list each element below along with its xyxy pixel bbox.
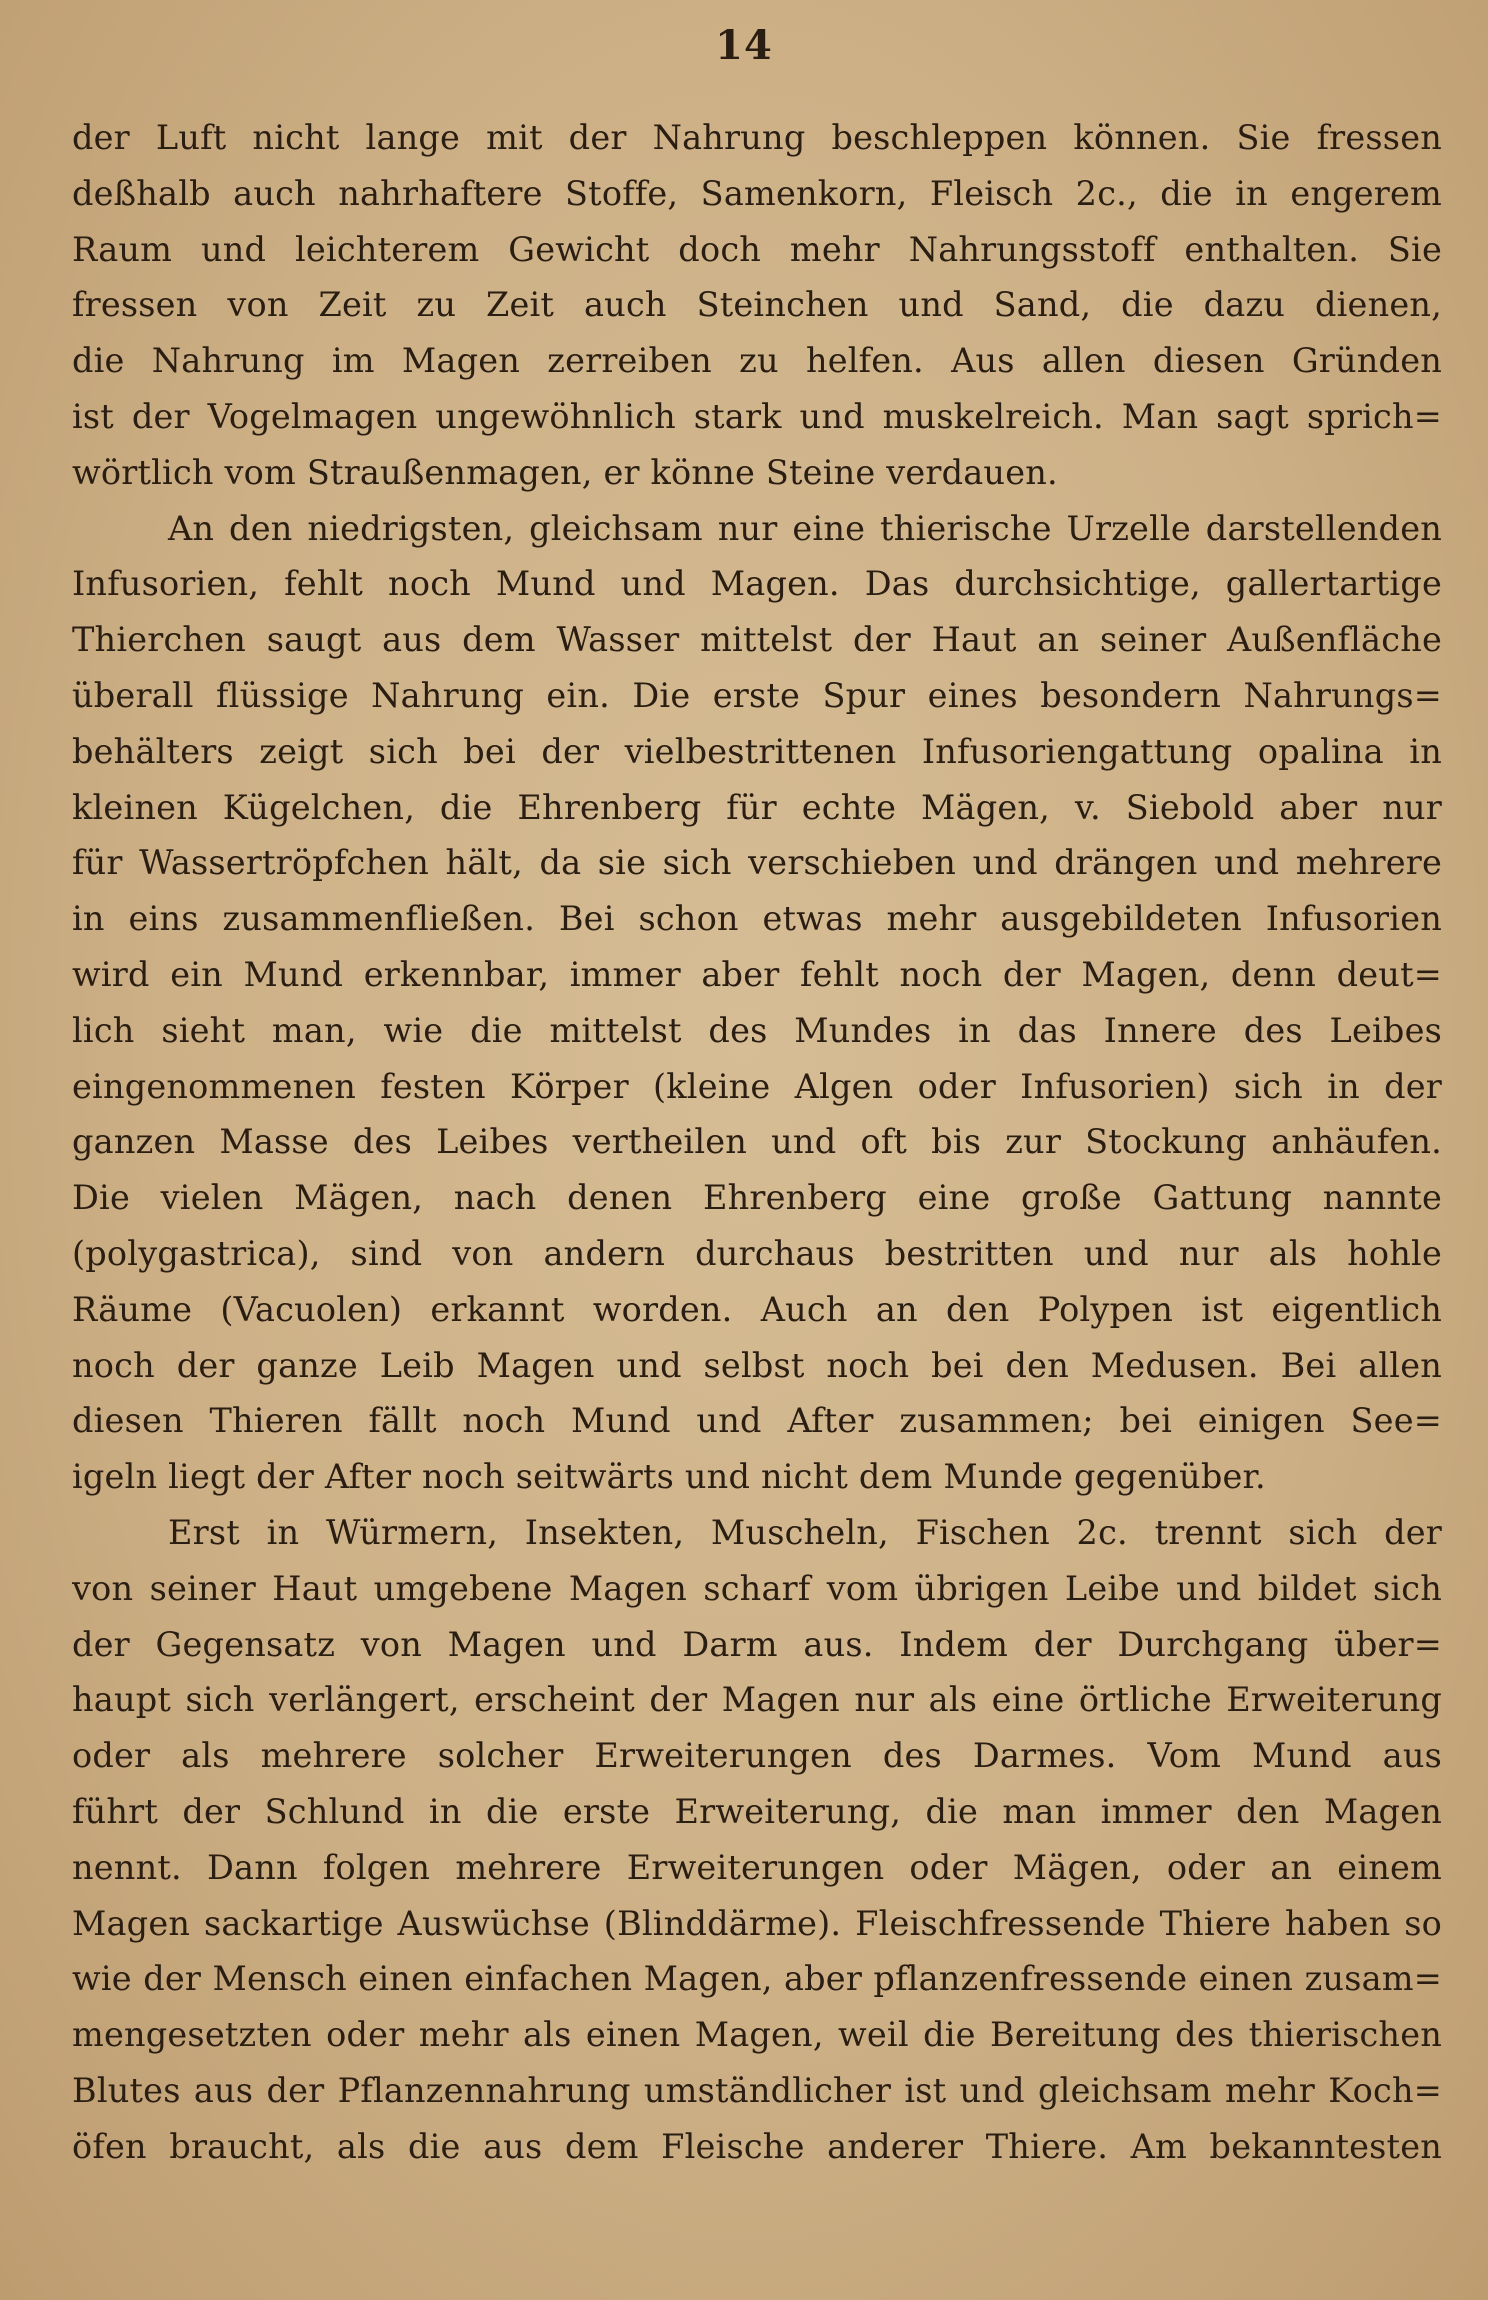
text-line: Die vielen Mägen, nach denen Ehrenberg eine große Gattung nannte — [72, 1178, 1442, 1218]
text-line: (polygastrica), sind von andern durchaus bestritten und nur als hohle — [72, 1233, 1442, 1273]
text-line: behälters zeigt sich bei der vielbestrittenen Infusoriengattung opalina in — [72, 731, 1442, 771]
text-line: noch der ganze Leib Magen und selbst noch bei den Medusen. Bei allen — [72, 1345, 1442, 1385]
text-line: öfen braucht, als die aus dem Fleische anderer Thiere. Am bekanntesten — [72, 2126, 1442, 2166]
text-line: Räume (Vacuolen) erkannt worden. Auch an den Polypen ist eigentlich — [72, 1289, 1442, 1329]
text-line: Infusorien, fehlt noch Mund und Magen. Das durchsichtige, gallertartige — [72, 564, 1442, 604]
text-line: mengesetzten oder mehr als einen Magen, weil die Bereitung des thierischen — [72, 2015, 1442, 2055]
text-line: haupt sich verlängert, erscheint der Magen nur als eine örtliche Erweiterung — [72, 1680, 1442, 1720]
text-line: kleinen Kügelchen, die Ehrenberg für echte Mägen, v. Siebold aber nur — [72, 787, 1442, 827]
text-line: in eins zusammenfließen. Bei schon etwas mehr ausgebildeten Infusorien — [72, 899, 1442, 939]
paragraph-start-line: An den niedrigsten, gleichsam nur eine thierische Urzelle darstellenden — [168, 508, 1442, 548]
text-line: lich sieht man, wie die mittelst des Mundes in das Innere des Leibes — [72, 1010, 1442, 1050]
text-line: wörtlich vom Straußenmagen, er könne Steine verdauen. — [72, 452, 1058, 492]
text-line: igeln liegt der After noch seitwärts und nicht dem Munde gegenüber. — [72, 1457, 1266, 1497]
text-line: oder als mehrere solcher Erweiterungen des Darmes. Vom Mund aus — [72, 1736, 1442, 1776]
body-text — [72, 110, 1442, 2174]
text-line: für Wassertröpfchen hält, da sie sich verschieben und drängen und mehrere — [72, 843, 1442, 883]
text-line: ist der Vogelmagen ungewöhnlich stark und muskelreich. Man sagt sprich= — [72, 396, 1442, 436]
text-line: der Luft nicht lange mit der Nahrung beschleppen können. Sie fressen — [72, 118, 1442, 157]
text-line: fressen von Zeit zu Zeit auch Steinchen und Sand, die dazu dienen, — [72, 285, 1442, 325]
page-number: 14 — [715, 22, 773, 69]
text-line: die Nahrung im Magen zerreiben zu helfen. Aus allen diesen Gründen — [72, 341, 1442, 381]
text-line: Raum und leichterem Gewicht doch mehr Nahrungsstoff enthalten. Sie — [72, 229, 1442, 269]
text-line: von seiner Haut umgebene Magen scharf vom übrigen Leibe und bildet sich — [72, 1568, 1442, 1608]
text-line: eingenommenen festen Körper (kleine Algen oder Infusorien) sich in der — [72, 1066, 1442, 1106]
text-line: Blutes aus der Pflanzennahrung umständlicher ist und gleichsam mehr Koch= — [72, 2070, 1442, 2110]
text-line: überall flüssige Nahrung ein. Die erste Spur eines besondern Nahrungs= — [72, 675, 1442, 715]
text-line: ganzen Masse des Leibes vertheilen und oft bis zur Stockung anhäufen. — [72, 1122, 1442, 1162]
text-line: der Gegensatz von Magen und Darm aus. Indem der Durchgang über= — [72, 1624, 1442, 1664]
text-line: Magen sackartige Auswüchse (Blinddärme). Fleischfressende Thiere haben so — [72, 1903, 1442, 1943]
text-line: nennt. Dann folgen mehrere Erweiterungen oder Mägen, oder an einem — [72, 1847, 1442, 1887]
text-line: Thierchen saugt aus dem Wasser mittelst der Haut an seiner Außenfläche — [72, 620, 1442, 660]
paragraph-start-line: Erst in Würmern, Insekten, Muscheln, Fischen 2c. trennt sich der — [168, 1512, 1442, 1552]
text-line: wie der Mensch einen einfachen Magen, aber pflanzenfressende einen zusam= — [72, 1959, 1442, 1999]
text-line: deßhalb auch nahrhaftere Stoffe, Samenkorn, Fleisch 2c., die in engerem — [72, 173, 1442, 213]
text-line: führt der Schlund in die erste Erweiterung, die man immer den Magen — [72, 1791, 1442, 1831]
text-line: diesen Thieren fällt noch Mund und After zusammen; bei einigen See= — [72, 1401, 1442, 1441]
text-line: wird ein Mund erkennbar, immer aber fehlt noch der Magen, denn deut= — [72, 954, 1442, 994]
